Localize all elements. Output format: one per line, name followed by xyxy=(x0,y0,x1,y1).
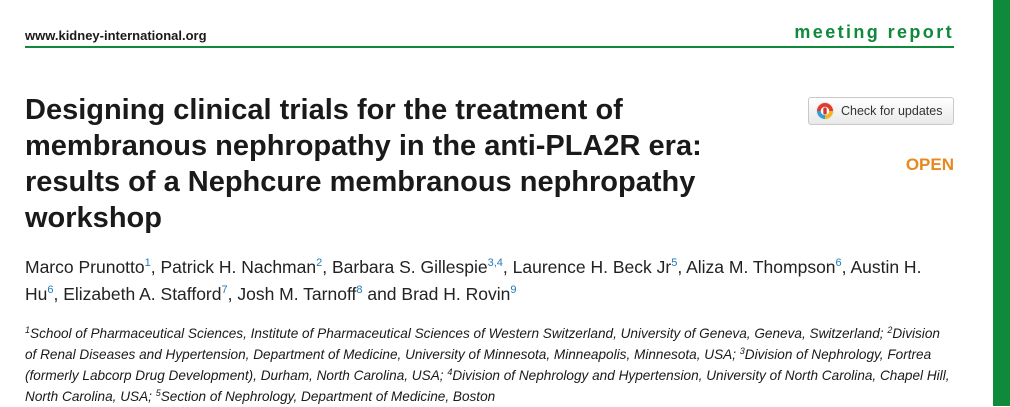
author-separator: , xyxy=(322,257,332,277)
affiliation-number: 4 xyxy=(447,367,453,377)
author-separator: , xyxy=(53,284,64,304)
author-name[interactable]: Patrick H. Nachman xyxy=(160,257,317,277)
affiliation-text: Division of Renal Diseases and Hypertension, Department of Medicine, University of Minnesota, Minneapolis, Minnesota, USA; xyxy=(25,326,940,362)
affiliation-marker[interactable]: 9 xyxy=(510,284,517,296)
affiliation-number: 1 xyxy=(25,325,31,335)
header-divider xyxy=(25,46,954,48)
author-name[interactable]: Marco Prunotto xyxy=(25,257,145,277)
open-access-badge: OPEN xyxy=(905,155,954,174)
affiliation-text: Section of Nephrology, Department of Medicine, Boston xyxy=(160,389,496,404)
author-list xyxy=(25,254,955,308)
affiliation-marker[interactable]: 3,4 xyxy=(487,257,503,269)
author-separator: and xyxy=(362,284,402,304)
author-name[interactable]: Brad H. Rovin xyxy=(401,284,511,304)
affiliation-marker[interactable]: 5 xyxy=(671,257,678,269)
check-for-updates-label: Check for updates xyxy=(841,104,943,118)
journal-url[interactable]: www.kidney-international.org xyxy=(25,28,207,43)
author-separator: , xyxy=(150,257,161,277)
author-separator: , xyxy=(841,257,851,277)
author-name[interactable]: Barbara S. Gillespie xyxy=(331,257,488,277)
affiliation-text: School of Pharmaceutical Sciences, Institute of Pharmaceutical Sciences of Western Switzerland, University of Geneva, Geneva, Switzerland; xyxy=(30,326,888,341)
author-name[interactable]: Elizabeth A. Stafford xyxy=(63,284,222,304)
affiliation-marker[interactable]: 6 xyxy=(47,284,54,296)
affiliation-marker[interactable]: 6 xyxy=(835,257,842,269)
affiliation-number: 2 xyxy=(887,325,893,335)
check-for-updates-button[interactable] xyxy=(808,97,954,125)
crossmark-icon xyxy=(815,101,835,121)
article-title: Designing clinical trials for the treatment of membranous nephropathy in the anti-PLA2R era: results of a Nephcure membranous nephropathy workshop xyxy=(25,94,702,234)
affiliation-text: Division of Nephrology, Fortrea (formerly Labcorp Drug Development), Durham, North Carolina, USA; xyxy=(25,347,932,383)
affiliation-number: 3 xyxy=(739,346,745,356)
author-name[interactable]: Austin H. Hu xyxy=(25,257,922,304)
author-separator: , xyxy=(677,257,687,277)
affiliation-marker[interactable]: 8 xyxy=(356,284,363,296)
author-separator: , xyxy=(227,284,238,304)
affiliation-marker[interactable]: 2 xyxy=(316,257,323,269)
author-name[interactable]: Aliza M. Thompson xyxy=(686,257,836,277)
author-name[interactable]: Josh M. Tarnoff xyxy=(237,284,357,304)
affiliation-marker[interactable]: 1 xyxy=(144,257,151,269)
journal-side-bar xyxy=(993,0,1010,406)
affiliation-text: Division of Nephrology and Hypertension, University of North Carolina, Chapel Hill, North Carolina, USA; xyxy=(25,368,950,404)
affiliation-number: 5 xyxy=(155,388,161,398)
author-separator: , xyxy=(502,257,513,277)
article-type: meeting report xyxy=(794,22,954,42)
author-name[interactable]: Laurence H. Beck Jr xyxy=(512,257,672,277)
affiliations xyxy=(25,323,955,407)
affiliation-marker[interactable]: 7 xyxy=(221,284,228,296)
